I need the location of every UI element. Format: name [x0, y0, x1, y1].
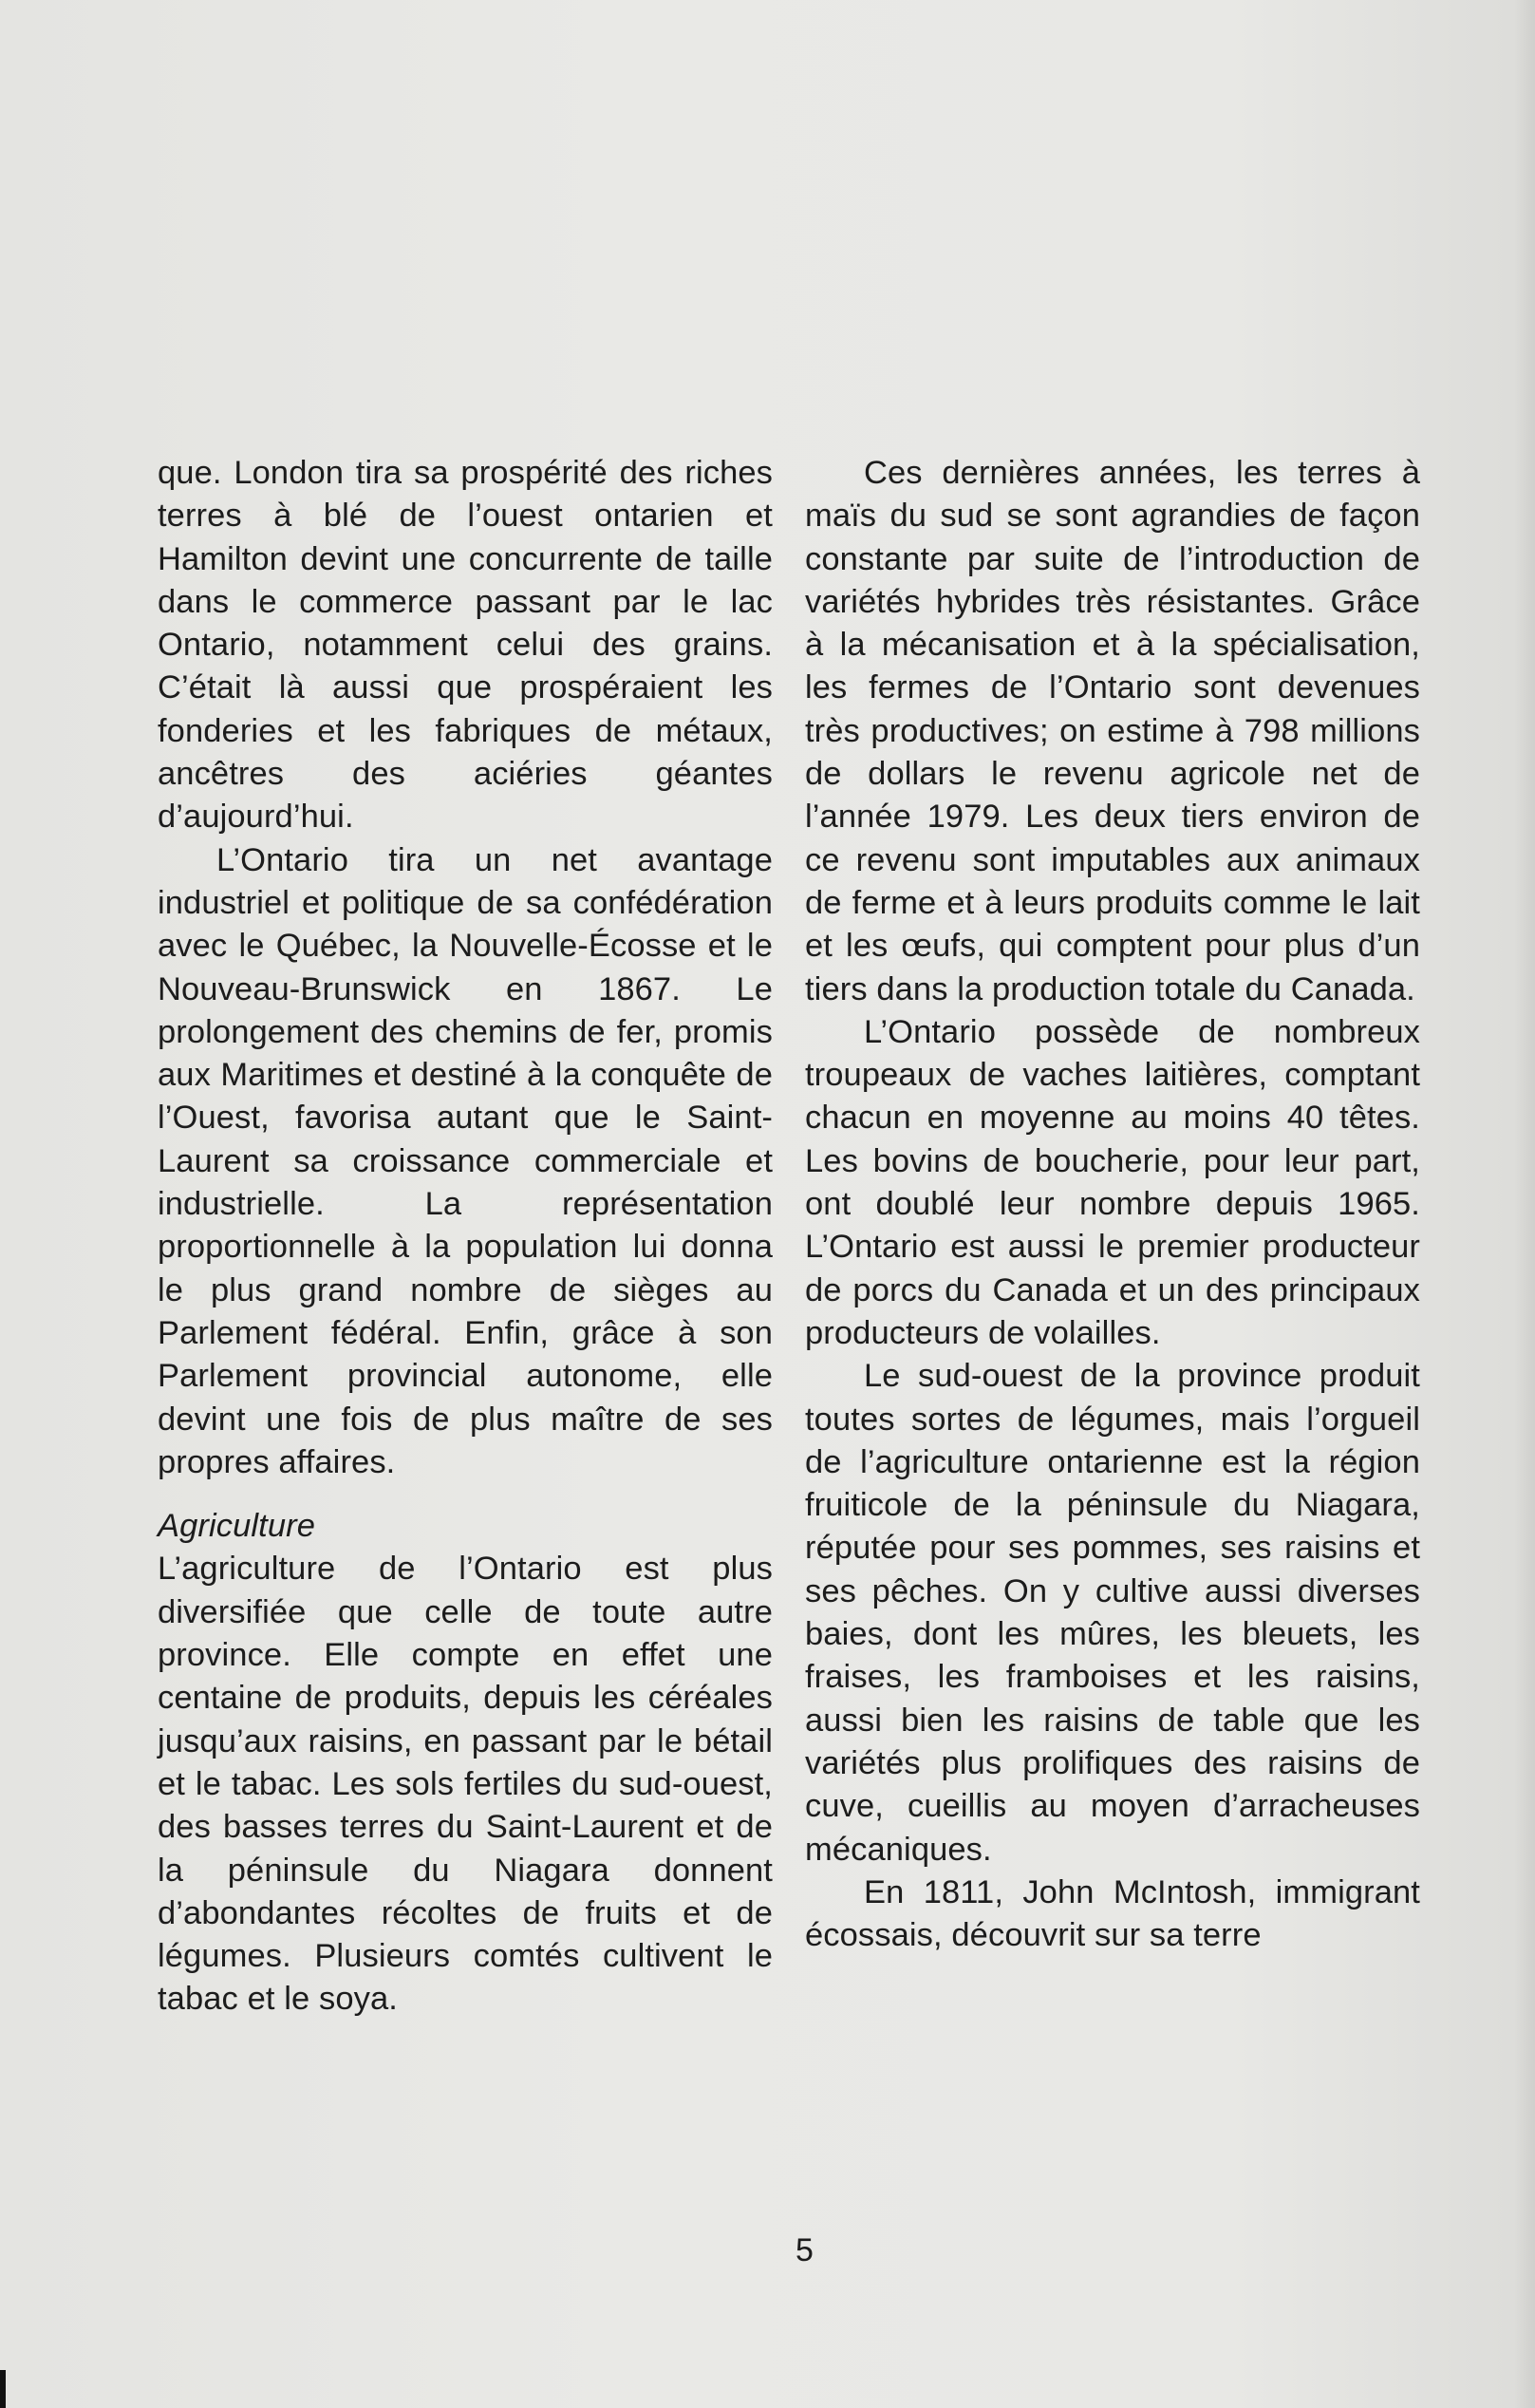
right-paragraph-1: Ces dernières années, les terres à maïs du sud se sont agrandies de façon constante par suite de l’introduction de variétés hybrides très résistantes. Grâce à la mécanisation et à la spécialisation, les fermes de l’Ontario sont devenues très productives; on estime à 798 millions de dollars le revenu agricole net de l’année 1979. Les deux tiers environ de ce revenu sont imputables aux animaux de ferme et à leurs produits comme le lait et les œufs, qui comptent pour plus d’un tiers dans la production totale du Canada. [805, 455, 1420, 1007]
left-paragraph-2: L’Ontario tira un net avantage industriel et politique de sa confédération avec le Québec, la Nouvelle-Écosse et le Nouveau-Brunswick en 1867. Le prolongement des chemins de fer, promis aux Maritimes et destiné à la conquête de l’Ouest, favorisa autant que le Saint-Laurent sa croissance commerciale et industrielle. La représentation proportionnelle à la population lui donna le plus grand nombre de sièges au Parlement fédéral. Enfin, grâce à son Parlement provincial autonome, elle devint une fois de plus maître de ses propres affaires. [158, 841, 773, 1480]
left-paragraph-3: L’agriculture de l’Ontario est plus diversifiée que celle de toute autre province. Elle compte en effet une centaine de produits, depuis les céréales jusqu’aux raisins, en passant par le bétail et le tabac. Les sols fertiles du sud-ouest, des basses terres du Saint-Laurent et de la péninsule du Niagara donnent d’abondantes récoltes de fruits et de légumes. Plusieurs comtés cultivent le tabac et le soya. [158, 1551, 773, 2018]
left-text-column [158, 452, 773, 2022]
section-heading-agriculture: Agriculture [158, 1508, 316, 1545]
page-edge-shadow [1514, 0, 1535, 2408]
scan-edge-mark [0, 2370, 6, 2408]
right-paragraph-3: Le sud-ouest de la province produit toutes sortes de légumes, mais l’orgueil de l’agriculture ontarienne est la région fruiticole de la péninsule du Niagara, réputée pour ses pommes, ses raisins et ses pêches. On y cultive aussi diverses baies, dont les mûres, les bleuets, les fraises, les framboises et les raisins, aussi bien les raisins de table que les variétés plus prolifiques des raisins de cuve, cueillis au moyen d’arracheuses mécaniques. [805, 1358, 1420, 1868]
right-text-column [805, 452, 1420, 1957]
right-paragraph-4: En 1811, John McIntosh, immigrant écossais, découvrit sur sa terre [805, 1873, 1420, 1954]
left-paragraph-1: que. London tira sa prospérité des riches terres à blé de l’ouest ontarien et Hamilton devint une concurrente de taille dans le commerce passant par le lac Ontario, notamment celui des grains. C’était là aussi que prospéraient les fonderies et les fabriques de métaux, ancêtres des aciéries géantes d’aujourd’hui. [158, 455, 773, 836]
page-number: 5 [796, 2232, 814, 2268]
right-paragraph-2: L’Ontario possède de nombreux troupeaux de vaches laitières, comptant chacun en moyenne au moins 40 têtes. Les bovins de boucherie, pour leur part, ont doublé leur nombre depuis 1965. L’Ontario est aussi le premier producteur de porcs du Canada et un des principaux producteurs de volailles. [805, 1013, 1420, 1351]
